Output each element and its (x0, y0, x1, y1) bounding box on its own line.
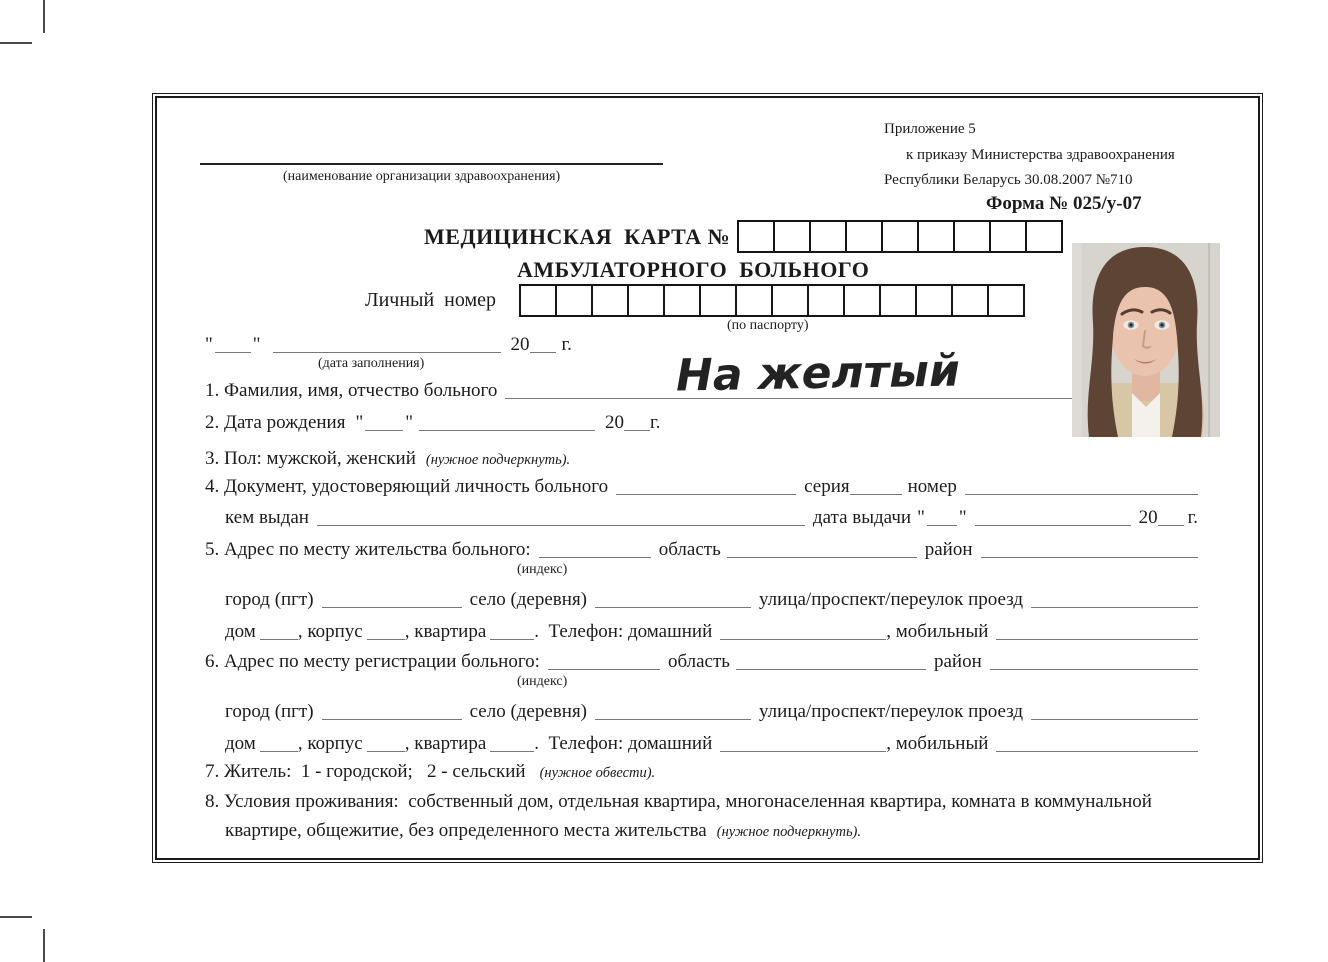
blank-telefon (720, 739, 886, 752)
blank-selo (595, 595, 751, 608)
ulitsa-label: улица/проспект/переулок проезд (759, 701, 1024, 722)
quote-close: " (405, 412, 413, 433)
annex-line-1: Приложение 5 (884, 121, 976, 137)
blank-korpus (367, 739, 405, 752)
quote-open: " (917, 507, 925, 528)
number-cell (773, 220, 811, 253)
blank-nomer (965, 482, 1198, 495)
quote-close: " (252, 334, 261, 355)
field-2-row (205, 412, 1198, 434)
org-name-caption: (наименование организации здравоохранения) (283, 169, 561, 184)
field-3-row (205, 448, 1198, 471)
dom-label: дом (225, 733, 256, 754)
number-cell (737, 220, 775, 253)
field-1-label: 1. Фамилия, имя, отчество больного (205, 380, 498, 401)
blank-kvartira (490, 627, 534, 640)
number-cell (881, 220, 919, 253)
blank-issue-day (927, 513, 957, 526)
blank-oblast (727, 545, 917, 558)
blank-dom (260, 627, 298, 640)
year-prefix: 20 (604, 412, 624, 433)
handwritten-annotation: На желтый (675, 345, 961, 402)
personal-number-label: Личный номер (365, 289, 497, 311)
blank-birth-day (365, 418, 403, 431)
blank-ulitsa (1031, 707, 1198, 720)
kvartira-label: , квартира (404, 621, 487, 642)
number-cell (951, 284, 989, 317)
telefon-label: . Телефон: домашний (534, 621, 713, 642)
crop-mark-top-left-vertical (43, 0, 45, 33)
field-7-row (205, 761, 1198, 784)
field-4-nomer-label: номер (907, 476, 957, 497)
field-8-note: (нужное подчеркнуть). (716, 824, 862, 840)
card-title-line1: МЕДИЦИНСКАЯ КАРТА № (424, 224, 731, 249)
personal-number-boxes (519, 284, 1025, 317)
oblast-label: область (667, 651, 730, 672)
blank-index (548, 657, 660, 670)
kvartira-label: , квартира (404, 733, 487, 754)
crop-mark-top-left-horizontal (0, 42, 32, 44)
field-8-label-line1: 8. Условия проживания: собственный дом, отдельная квартира, многонаселенная квартира, комната в коммунальной (205, 791, 1152, 812)
dom-label: дом (225, 621, 256, 642)
korpus-label: , корпус (297, 621, 363, 642)
number-cell (879, 284, 917, 317)
blank-dom (260, 739, 298, 752)
field-5-label: 5. Адрес по месту жительства больного: (205, 539, 531, 560)
field-4-seria-label: серия (804, 476, 850, 497)
year-prefix: 20 (510, 334, 530, 355)
ulitsa-label: улица/проспект/переулок проезд (759, 589, 1024, 610)
year-prefix: 20 (1138, 507, 1158, 528)
number-cell (915, 284, 953, 317)
mobilny-label: , мобильный (886, 621, 989, 642)
number-cell (953, 220, 991, 253)
field-6-row (205, 651, 1198, 673)
org-name-line (200, 163, 663, 165)
fill-date-row (205, 334, 625, 356)
selo-label: село (деревня) (469, 701, 588, 722)
annex-line-2: к приказу Министерства здравоохранения (906, 147, 1175, 163)
quote-close: " (958, 507, 967, 528)
field-5-row (205, 539, 1198, 561)
telefon-label: . Телефон: домашний (534, 733, 713, 754)
number-cell (555, 284, 593, 317)
blank-gorod (322, 707, 462, 720)
number-cell (771, 284, 809, 317)
field-2-label: 2. Дата рождения (205, 412, 346, 433)
index-caption: (индекс) (517, 674, 568, 689)
passport-caption: (по паспорту) (727, 318, 809, 333)
blank-oblast (736, 657, 926, 670)
number-cell (663, 284, 701, 317)
blank-birth-month (419, 418, 595, 431)
quote-open: " (355, 412, 364, 433)
field-4-issued-row (225, 507, 1198, 529)
blank-birth-year (624, 418, 650, 431)
number-cell (845, 220, 883, 253)
number-cell (735, 284, 773, 317)
blank-issue-year (1158, 513, 1184, 526)
number-cell (519, 284, 557, 317)
gorod-label: город (пгт) (225, 589, 314, 610)
field-5-house-row (225, 621, 1198, 643)
field-4-row (205, 476, 1198, 498)
blank-index (539, 545, 651, 558)
field-6-city-row (225, 701, 1198, 723)
blank-telefon (720, 627, 886, 640)
field-7-note: (нужное обвести). (539, 765, 656, 781)
number-cell (807, 284, 845, 317)
blank-selo (595, 707, 751, 720)
oblast-label: область (658, 539, 721, 560)
field-6-house-row (225, 733, 1198, 755)
year-suffix: г. (561, 334, 572, 355)
gorod-label: город (пгт) (225, 701, 314, 722)
field-6-label: 6. Адрес по месту регистрации больного: (205, 651, 540, 672)
korpus-label: , корпус (297, 733, 363, 754)
blank-kem-vydan (317, 513, 805, 526)
blank-seria (850, 482, 902, 495)
card-title-line2: АМБУЛАТОРНОГО БОЛЬНОГО (517, 257, 870, 282)
number-cell (989, 220, 1027, 253)
field-8-row-2 (225, 820, 1198, 843)
blank-mobilny (996, 627, 1198, 640)
field-8-label-line2: квартире, общежитие, без определенного места жительства (225, 820, 707, 841)
blank-year (530, 340, 556, 353)
crop-mark-bottom-left-vertical (43, 929, 45, 962)
blank-gorod (322, 595, 462, 608)
index-caption: (индекс) (517, 562, 568, 577)
blank-mobilny (996, 739, 1198, 752)
selo-label: село (деревня) (469, 589, 588, 610)
blank-rayon (990, 657, 1198, 670)
blank-document (616, 482, 796, 495)
patient-photo (1072, 243, 1220, 437)
blank-month (273, 340, 501, 353)
year-suffix: г. (649, 412, 661, 433)
blank-rayon (981, 545, 1198, 558)
form-number: Форма № 025/у-07 (986, 193, 1142, 214)
blank-day (215, 340, 251, 353)
rayon-label: район (924, 539, 973, 560)
number-cell (987, 284, 1025, 317)
crop-mark-bottom-left-horizontal (0, 916, 32, 918)
blank-issue-month (975, 513, 1131, 526)
year-suffix: г. (1187, 507, 1198, 528)
field-4-label: 4. Документ, удостоверяющий личность больного (205, 476, 609, 497)
field-8-row-1 (205, 791, 1198, 813)
blank-kvartira (490, 739, 534, 752)
field-7-label: 7. Житель: 1 - городской; 2 - сельский (205, 761, 526, 782)
blank-korpus (367, 627, 405, 640)
field-3-label: 3. Пол: мужской, женский (205, 448, 416, 469)
number-cell (843, 284, 881, 317)
blank-ulitsa (1031, 595, 1198, 608)
field-5-city-row (225, 589, 1198, 611)
number-cell (809, 220, 847, 253)
rayon-label: район (933, 651, 982, 672)
number-cell (1025, 220, 1063, 253)
data-vydachi-label: дата выдачи (812, 507, 912, 528)
number-cell (627, 284, 665, 317)
mobilny-label: , мобильный (886, 733, 989, 754)
number-cell (699, 284, 737, 317)
number-cell (917, 220, 955, 253)
kem-vydan-label: кем выдан (225, 507, 309, 528)
card-number-boxes (737, 220, 1063, 253)
field-3-note: (нужное подчеркнуть). (425, 452, 571, 468)
quote-open: " (205, 334, 213, 355)
annex-line-3: Республики Беларусь 30.08.2007 №710 (884, 172, 1133, 188)
number-cell (591, 284, 629, 317)
fill-date-caption: (дата заполнения) (318, 356, 425, 371)
